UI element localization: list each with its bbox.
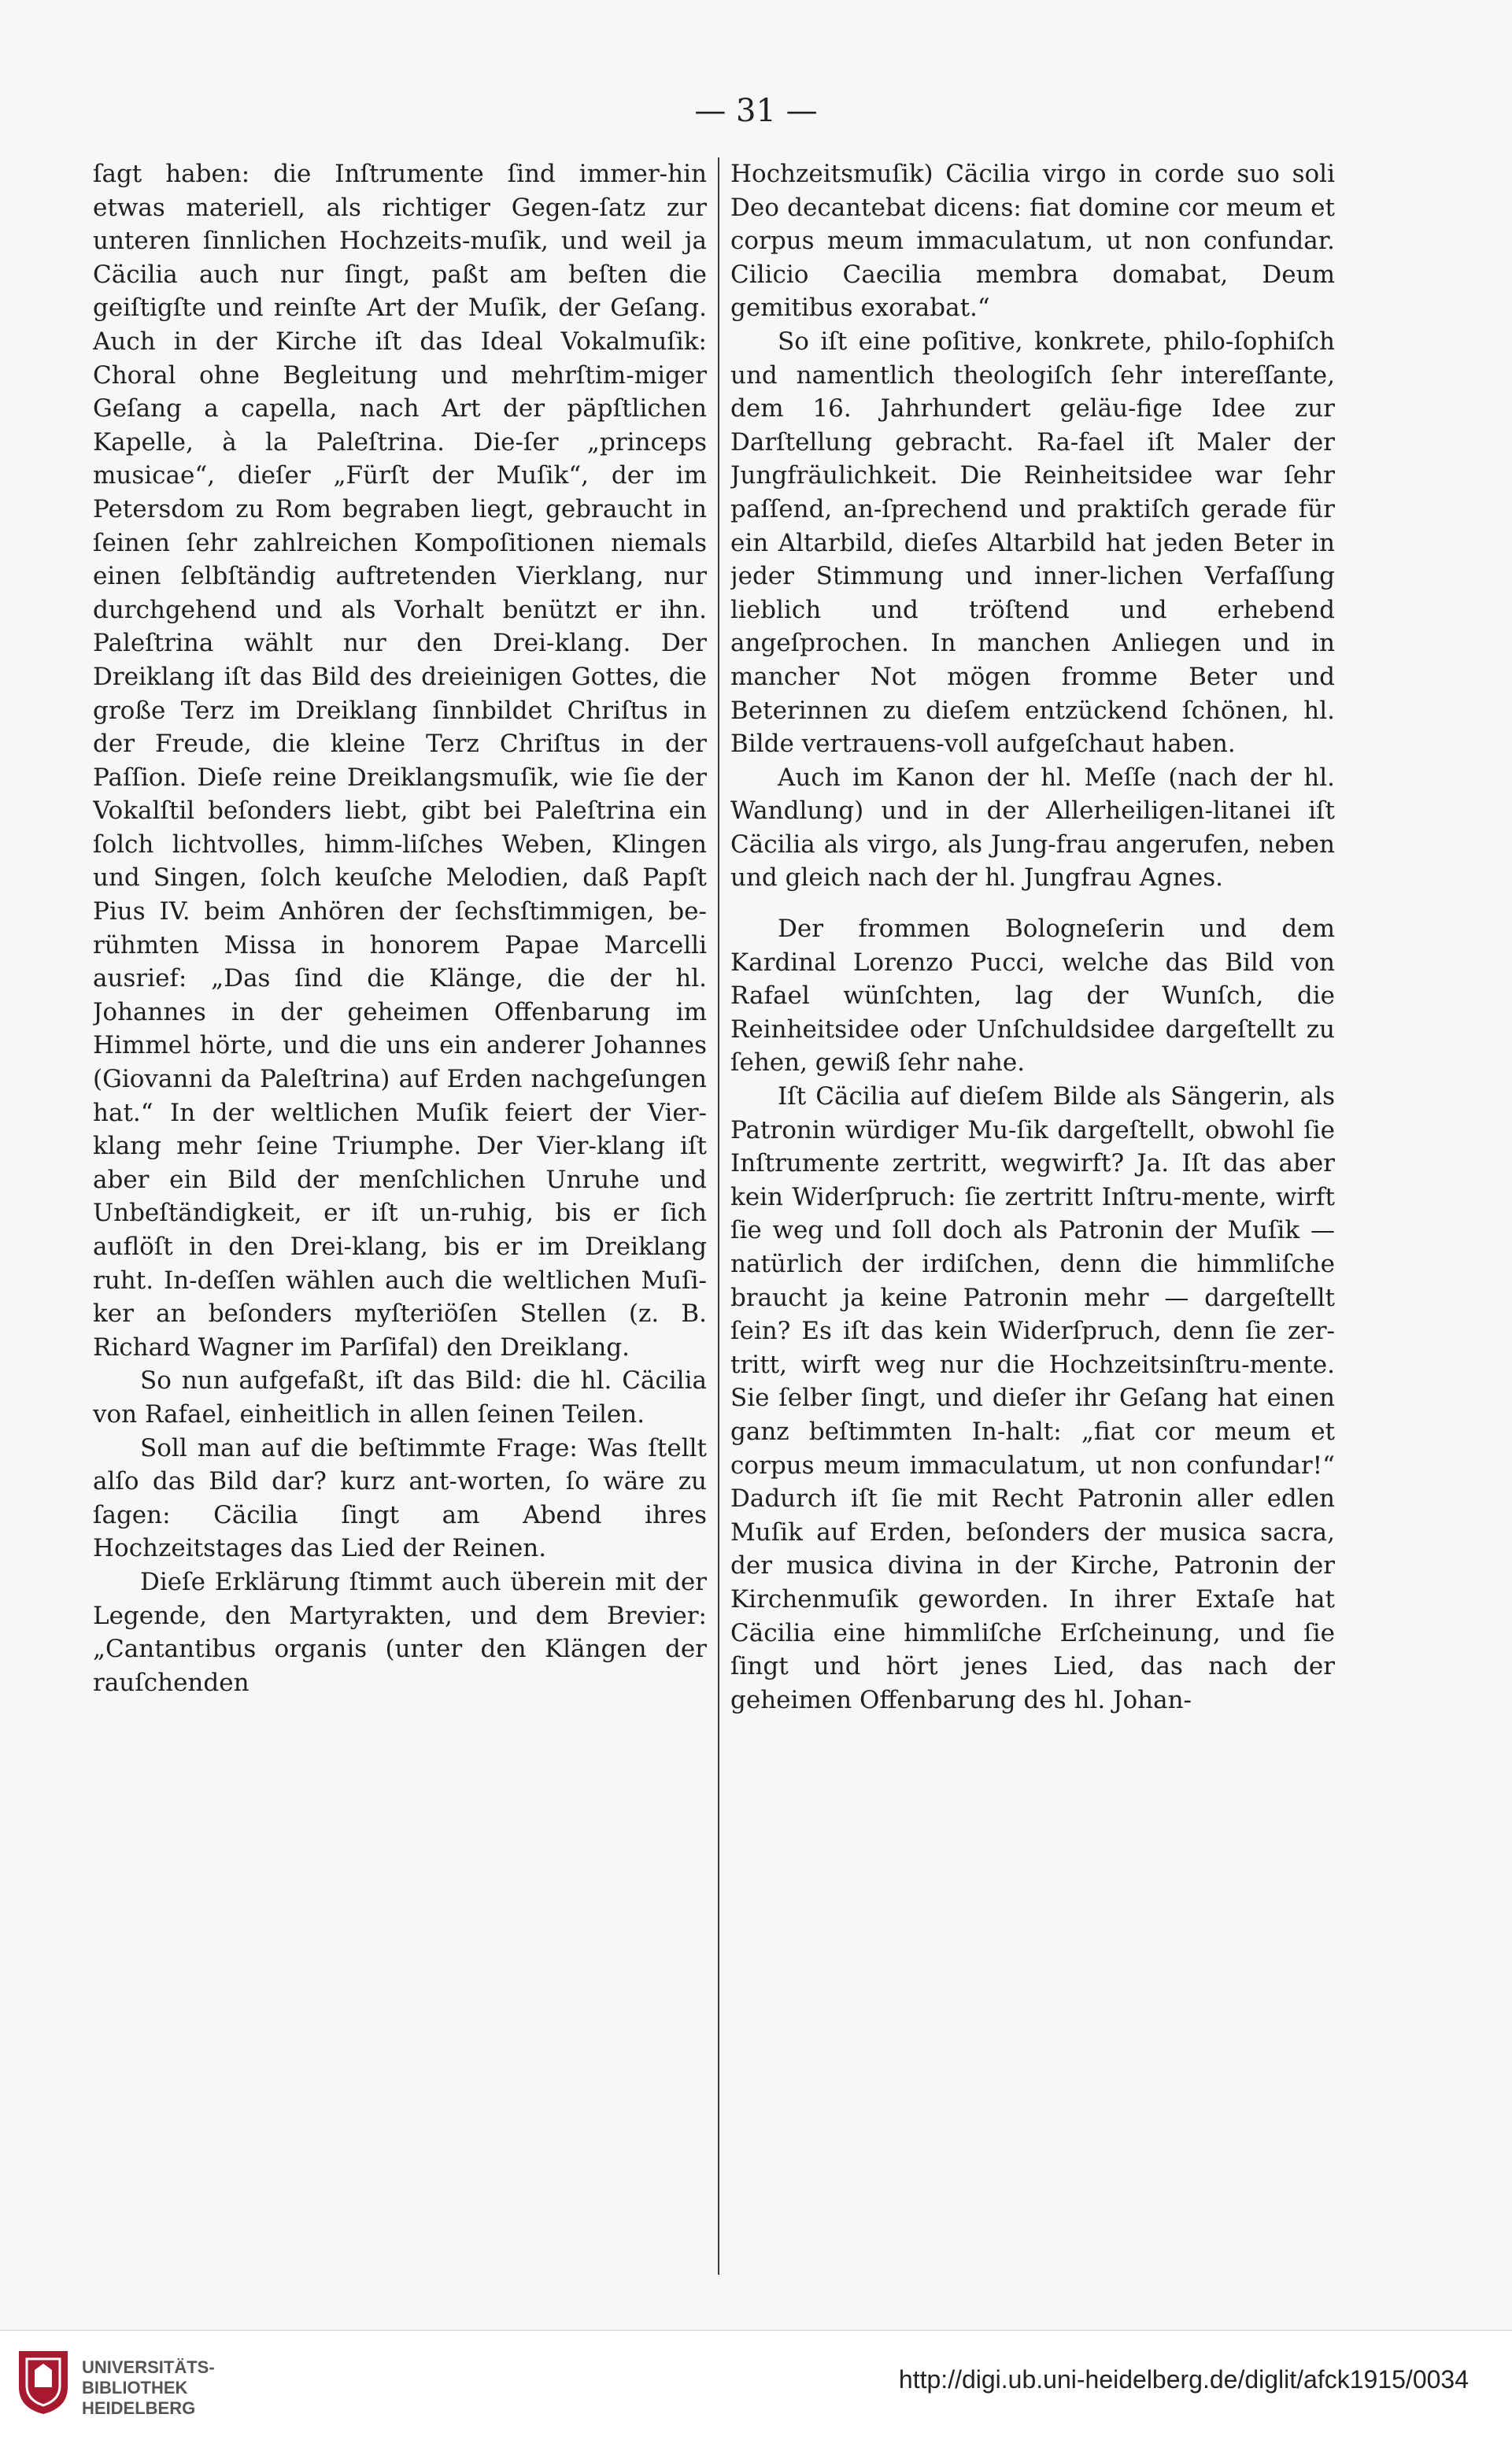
paragraph: ſagt haben: die Inſtrumente ſind immer-hin etwas materiell, als richtiger Gegen-ſatz zur unteren ſinnlichen Hochzeits-muſik, und weil ja Cäcilia auch nur ſingt, paßt am beſten die geiſtigſte und reinſte Art der Muſik, der Geſang. Auch in der Kirche iſt das Ideal Vokalmuſik: Choral ohne Begleitung und mehrſtim-miger Geſang a capella, nach Art der päpſtlichen Kapelle, à la Paleſtrina. Die-ſer „princeps musicae“, dieſer „Fürſt der Muſik“, der im Petersdom zu Rom begraben liegt, gebraucht in ſeinen ſehr zahlreichen Kompoſitionen niemals einen ſelbſtändig auftretenden Vierklang, nur durchgehend und als Vorhalt benützt er ihn. Paleſtrina wählt nur den Drei-klang. Der Dreiklang iſt das Bild des dreieinigen Gottes, die große Terz im Dreiklang ſinnbildet Chriſtus in der Freude, die kleine Terz Chriſtus in der Paſſion. Dieſe reine Dreiklangsmuſik, wie ſie der Vokalſtil beſonders liebt, gibt bei Paleſtrina ein ſolch lichtvolles, himm-liſches Weben, Klingen und Singen, ſolch keuſche Melodien, daß Papſt Pius IV. beim Anhören der ſechsſtimmigen, be-rühmten Missa in honorem Papae Marcelli ausrief: „Das ſind die Klänge, die der hl. Johannes in der geheimen Offenbarung im Himmel hörte, und die uns ein anderer Johannes (Giovanni da Paleſtrina) auf Erden nachgeſungen hat.“ In der weltlichen Muſik feiert der Vier-klang mehr ſeine Triumphe. Der Vier-klang iſt aber ein Bild der menſchlichen Unruhe und Unbeſtändigkeit, er iſt un-ruhig, bis er ſich auflöſt in den Drei-klang, bis er im Dreiklang ruht. In-deſſen wählen auch die weltlichen Muſi-ker an beſonders myſteriöſen Stellen (z. B. Richard Wagner im Parſifal) den Dreiklang.	[93, 160, 707, 1362]
university-seal-icon	[16, 2346, 71, 2417]
paragraph: Auch im Kanon der hl. Meſſe (nach der hl. Wandlung) und in der Allerheiligen-litanei iſt Cäcilia als virgo, als Jung-frau angerufen, neben und gleich nach der hl. Jungfrau Agnes.	[730, 763, 1335, 893]
column-divider	[718, 157, 719, 2275]
footer-bar	[0, 2330, 1512, 2440]
paragraph: Iſt Cäcilia auf dieſem Bilde als Sängerin, als Patronin würdiger Mu-ſik dargeſtellt, obwohl ſie Inſtrumente zertritt, wegwirft? Ja. Iſt das aber kein Widerſpruch: ſie zertritt Inſtru-mente, wirft ſie weg und ſoll doch als Patronin der Muſik — natürlich der irdiſchen, denn die himmliſche braucht ja keine Patronin mehr — dargeſtellt ſein? Es iſt das kein Widerſpruch, denn ſie zer-tritt, wirft weg nur die Hochzeitsinſtru-mente. Sie ſelber ſingt, und dieſer ihr Geſang hat einen ganz beſtimmten In-halt: „fiat cor meum et corpus meum immaculatum, ut non confundar!“ Dadurch iſt ſie mit Recht Patronin aller edlen Muſik auf Erden, beſonders der musica sacra, der musica divina in der Kirche, Patronin der Kirchenmuſik geworden. In ihrer Extaſe hat Cäcilia eine himmliſche Erſcheinung, und ſie ſingt und hört jenes Lied, das nach der geheimen Offenbarung des hl. Johan-	[730, 1082, 1335, 1714]
library-name	[82, 2357, 215, 2419]
source-url-link[interactable]: http://digi.ub.uni-heidelberg.de/diglit/afck1915/0034	[898, 2365, 1469, 2394]
paragraph: Der frommen Bologneſerin und dem Kardinal Lorenzo Pucci, welche das Bild von Rafael wünſchten, lag der Wunſch, die Reinheitsidee oder Unſchuldsidee dargeſtellt zu ſehen, gewiß ſehr nahe.	[730, 915, 1335, 1078]
paragraph: So iſt eine poſitive, konkrete, philo-ſophiſch und namentlich theologiſch ſehr intereſſante, dem 16. Jahrhundert geläu-fige Idee zur Darſtellung gebracht. Ra-fael iſt Maler der Jungfräulichkeit. Die Reinheitsidee war ſehr paſſend, an-ſprechend und praktiſch gerade für ein Altarbild, dieſes Altarbild hat jeden Beter in jeder Stimmung und inner-lichen Verfaſſung lieblich und tröſtend und erhebend angeſprochen. In manchen Anliegen und in mancher Not mögen fromme Beter und Beterinnen zu dieſem entzückend ſchönen, hl. Bilde vertrauens-voll aufgeſchaut haben.	[730, 327, 1335, 759]
right-column	[730, 157, 1335, 2283]
paragraph: So nun aufgefaßt, iſt das Bild: die hl. Cäcilia von Rafael, einheitlich in allen ſeinen Teilen.	[93, 1366, 707, 1429]
paragraph: Hochzeitsmuſik) Cäcilia virgo in corde suo soli Deo decantebat dicens: fiat domine cor meum et corpus meum immaculatum, ut non confundar. Cilicio Caecilia membra domabat, Deum gemitibus exorabat.“	[730, 160, 1335, 323]
paragraph: Dieſe Erklärung ſtimmt auch überein mit der Legende, den Martyrakten, und dem Brevier: „Cantantibus organis (unter den Klängen der rauſchenden	[93, 1567, 707, 1697]
library-name-line: HEIDELBERG	[82, 2398, 196, 2418]
library-name-line: UNIVERSITÄTS-	[82, 2357, 215, 2377]
left-column	[93, 157, 707, 2283]
paragraph: Soll man auf die beſtimmte Frage: Was ſtellt alſo das Bild dar? kurz ant-worten, ſo wäre zu ſagen: Cäcilia ſingt am Abend ihres Hochzeitstages das Lied der Reinen.	[93, 1433, 707, 1563]
library-name-line: BIBLIOTHEK	[82, 2378, 188, 2397]
page-number: — 31 —	[694, 93, 818, 129]
